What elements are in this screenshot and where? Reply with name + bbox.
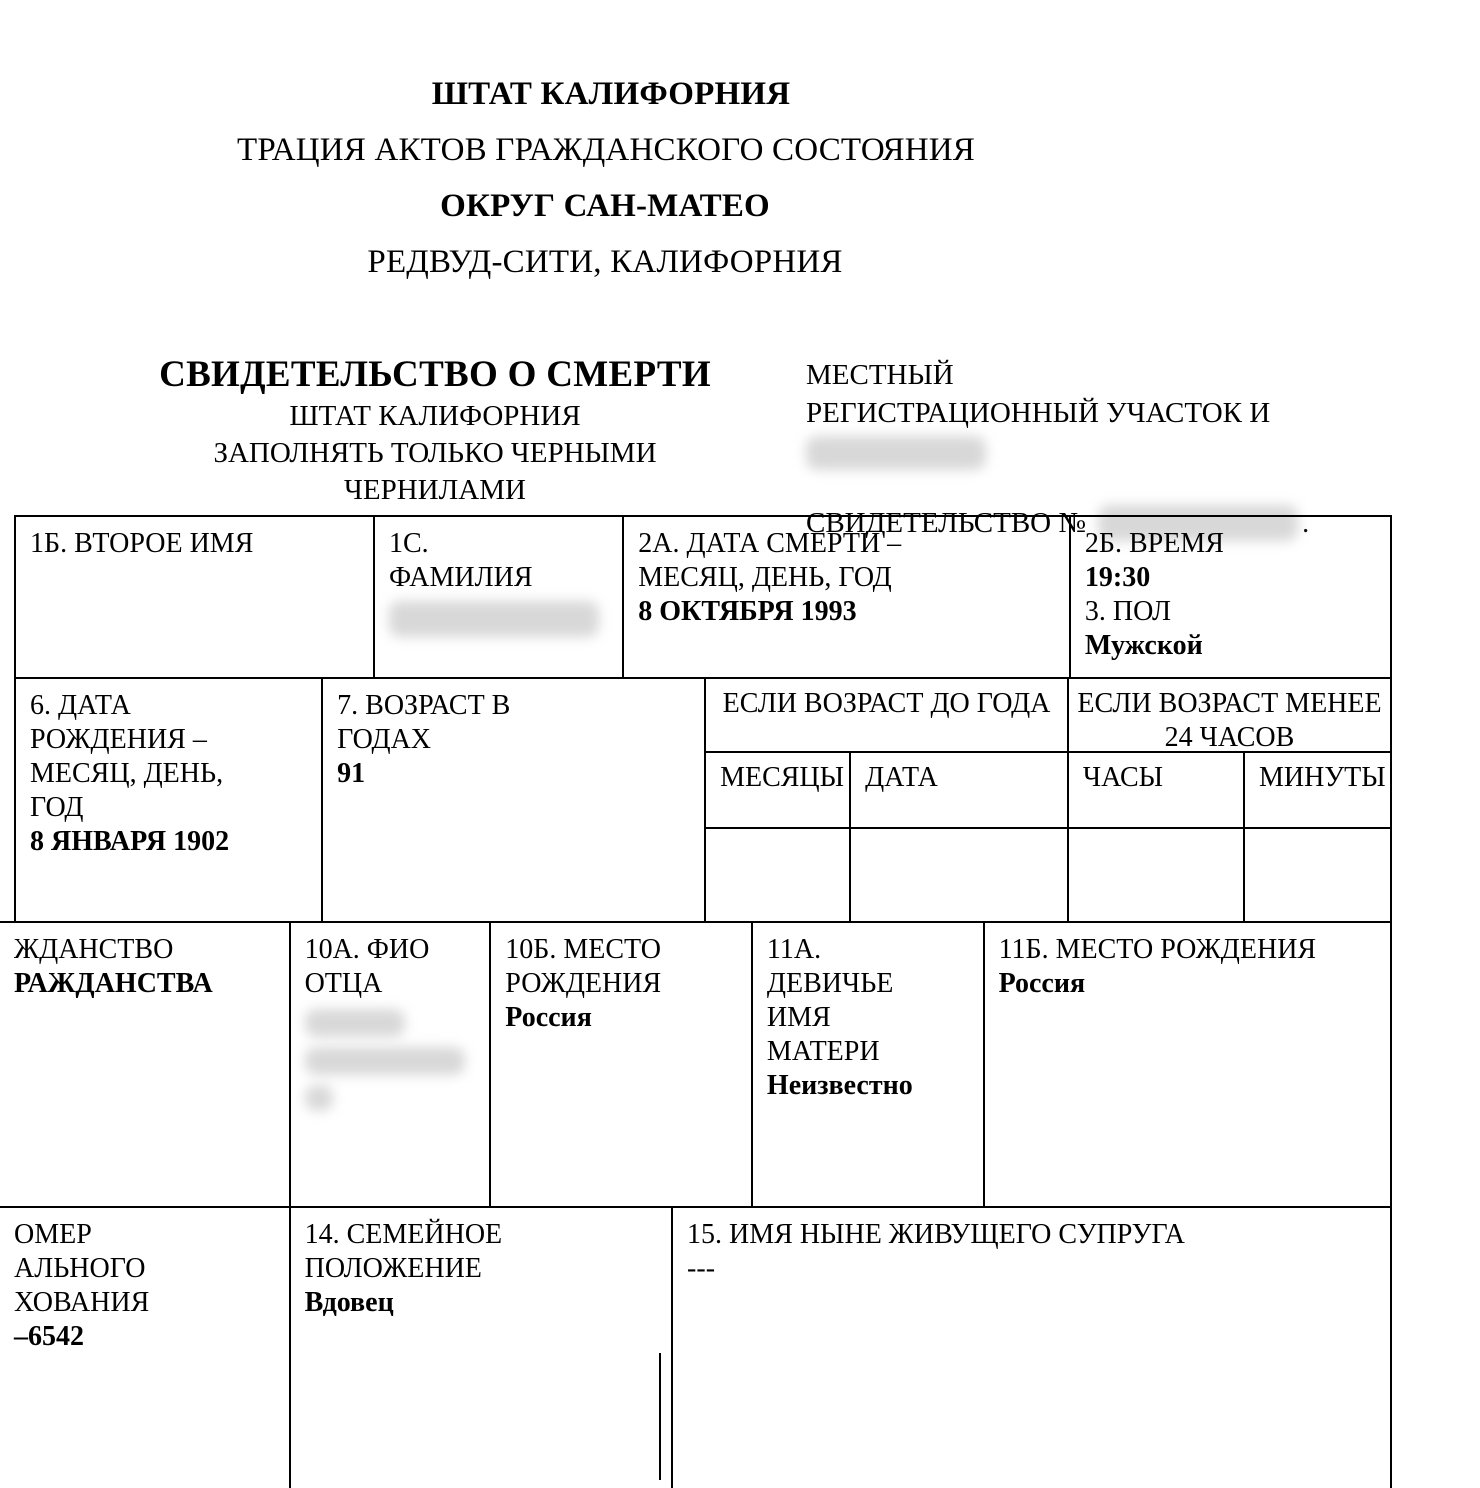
certificate-number-label: СВИДЕТЕЛЬСТВО №: [806, 507, 1087, 539]
field-marital-status-value: Вдовец: [304, 1287, 394, 1318]
registration-label-local: МЕСТНЫЙ: [806, 359, 954, 391]
field-mother-birthplace-value: Россия: [998, 968, 1086, 999]
infant-val-months[interactable]: [706, 829, 851, 921]
field-death-time-value: 19:30: [1084, 562, 1151, 593]
field-middle-name-label: 1Б. ВТОРОЕ ИМЯ: [30, 528, 254, 559]
registration-label-district: РЕГИСТРАЦИОННЫЙ УЧАСТОК И: [806, 397, 1271, 429]
field-marital-status-label-1: 14. СЕМЕЙНОЕ: [304, 1219, 503, 1250]
title-subline-state: ШТАТ КАЛИФОРНИЯ: [289, 400, 581, 432]
field-ssn-label-1: ОМЕР: [14, 1219, 92, 1250]
field-citizenship[interactable]: [0, 923, 291, 1206]
table-row: [0, 921, 1392, 1206]
infant-val-minutes[interactable]: [1245, 829, 1390, 921]
field-mother-birthplace[interactable]: [985, 923, 1390, 1206]
redacted-district-number: [806, 436, 986, 470]
table-row: [14, 677, 1392, 921]
field-birth-date-value: 8 ЯНВАРЯ 1902: [30, 826, 230, 857]
certificate-number-period: .: [1302, 507, 1310, 539]
redacted-father-name-line-3: [305, 1085, 333, 1111]
field-father-birthplace-value: Россия: [505, 1002, 592, 1033]
infant-val-hours[interactable]: [1069, 829, 1245, 921]
title-subline-instruction-2: ЧЕРНИЛАМИ: [344, 474, 526, 506]
redacted-father-name-line-1: [305, 1009, 405, 1037]
registration-district-value: [806, 436, 1406, 470]
redacted-last-name: [389, 601, 599, 637]
column-divider-continuation: [659, 1353, 661, 1480]
infant-col-date-label: ДАТА: [851, 753, 1069, 829]
field-age-years-label-2: ГОДАХ: [337, 724, 432, 755]
field-age-years[interactable]: [323, 679, 706, 921]
field-citizenship-value: РАЖДАНСТВА: [14, 968, 213, 999]
field-death-date-label-1: 2А. ДАТА СМЕРТИ –: [638, 528, 902, 559]
infant-col-hours-label: ЧАСЫ: [1069, 753, 1245, 829]
certificate-title-block: [80, 352, 790, 509]
redacted-father-name-line-2: [305, 1047, 465, 1075]
field-marital-status-label-2: ПОЛОЖЕНИЕ: [304, 1253, 482, 1284]
header-line-state: ШТАТ КАЛИФОРНИЯ: [431, 76, 791, 112]
field-mother-maiden-label-3: ИМЯ: [766, 1002, 831, 1033]
field-mother-maiden-value: Неизвестно: [766, 1070, 913, 1101]
field-ssn-label-3: ХОВАНИЯ: [14, 1287, 150, 1318]
field-sex-label: 3. ПОЛ: [1084, 596, 1171, 627]
infant-col-months-label: МЕСЯЦЫ: [706, 753, 851, 829]
field-sex-value: Мужской: [1084, 630, 1203, 661]
field-birth-date-label-2: РОЖДЕНИЯ –: [30, 724, 207, 755]
field-age-years-label-1: 7. ВОЗРАСТ В: [337, 690, 511, 721]
header-line-county: ОКРУГ САН-МАТЕО: [440, 188, 770, 224]
field-father-name-label-1: 10А. ФИО: [304, 934, 430, 965]
infant-val-date[interactable]: [851, 829, 1069, 921]
field-surviving-spouse-label: 15. ИМЯ НЫНЕ ЖИВУЩЕГО СУПРУГА: [687, 1219, 1185, 1250]
field-death-date-value: 8 ОКТЯБРЯ 1993: [638, 596, 857, 627]
field-birth-date-label-1: 6. ДАТА: [30, 690, 131, 721]
infant-col-minutes-label: МИНУТЫ: [1245, 753, 1390, 829]
field-last-name-label-2: ФАМИЛИЯ: [388, 562, 533, 593]
header-line-registry: ТРАЦИЯ АКТОВ ГРАЖДАНСКОГО СОСТОЯНИЯ: [237, 132, 975, 168]
title-subline-instruction-1: ЗАПОЛНЯТЬ ТОЛЬКО ЧЕРНЫМИ: [213, 437, 657, 469]
field-father-name-label-2: ОТЦА: [304, 968, 383, 999]
field-time-and-sex[interactable]: [1071, 517, 1390, 677]
field-ssn-label-2: АЛЬНОГО: [14, 1253, 146, 1284]
field-middle-name[interactable]: [16, 517, 375, 677]
field-death-date[interactable]: [624, 517, 1071, 677]
field-death-date-label-2: МЕСЯЦ, ДЕНЬ, ГОД: [638, 562, 892, 593]
field-last-name-label-1: 1С.: [388, 528, 429, 559]
table-continuation: [14, 1353, 1392, 1480]
field-surviving-spouse-value: ---: [687, 1253, 716, 1284]
field-father-birthplace-label-1: 10Б. МЕСТО: [505, 934, 662, 965]
document-header: [0, 66, 1480, 290]
infant-group-under-day-label: ЕСЛИ ВОЗРАСТ МЕНЕЕ 24 ЧАСОВ: [1069, 679, 1390, 753]
field-mother-maiden-name[interactable]: [753, 923, 985, 1206]
field-father-birthplace[interactable]: [491, 923, 753, 1206]
field-father-name[interactable]: [291, 923, 492, 1206]
field-mother-maiden-label-2: ДЕВИЧЬЕ: [766, 968, 894, 999]
field-death-time-label: 2Б. ВРЕМЯ: [1084, 528, 1224, 559]
table-right-border-continuation: [1390, 1353, 1392, 1480]
field-age-years-value: 91: [337, 758, 366, 789]
field-birth-date-label-4: ГОД: [30, 792, 84, 823]
field-last-name[interactable]: [375, 517, 624, 677]
field-mother-maiden-label-1: 11А.: [766, 934, 822, 965]
infant-age-subtable: [706, 679, 1390, 921]
field-birth-date[interactable]: [16, 679, 323, 921]
field-mother-maiden-label-4: МАТЕРИ: [766, 1036, 880, 1067]
death-certificate-form-table: [14, 515, 1392, 1488]
field-father-birthplace-label-2: РОЖДЕНИЯ: [505, 968, 662, 999]
field-ssn-value: –6542: [14, 1321, 84, 1352]
page-title: СВИДЕТЕЛЬСТВО О СМЕРТИ: [159, 354, 711, 395]
infant-group-under-year-label: ЕСЛИ ВОЗРАСТ ДО ГОДА: [706, 679, 1069, 753]
header-line-city: РЕДВУД-СИТИ, КАЛИФОРНИЯ: [367, 244, 843, 280]
field-mother-birthplace-label: 11Б. МЕСТО РОЖДЕНИЯ: [998, 934, 1317, 965]
field-citizenship-label: ЖДАНСТВО: [14, 934, 174, 965]
table-row: [14, 515, 1392, 677]
field-birth-date-label-3: МЕСЯЦ, ДЕНЬ,: [30, 758, 224, 789]
